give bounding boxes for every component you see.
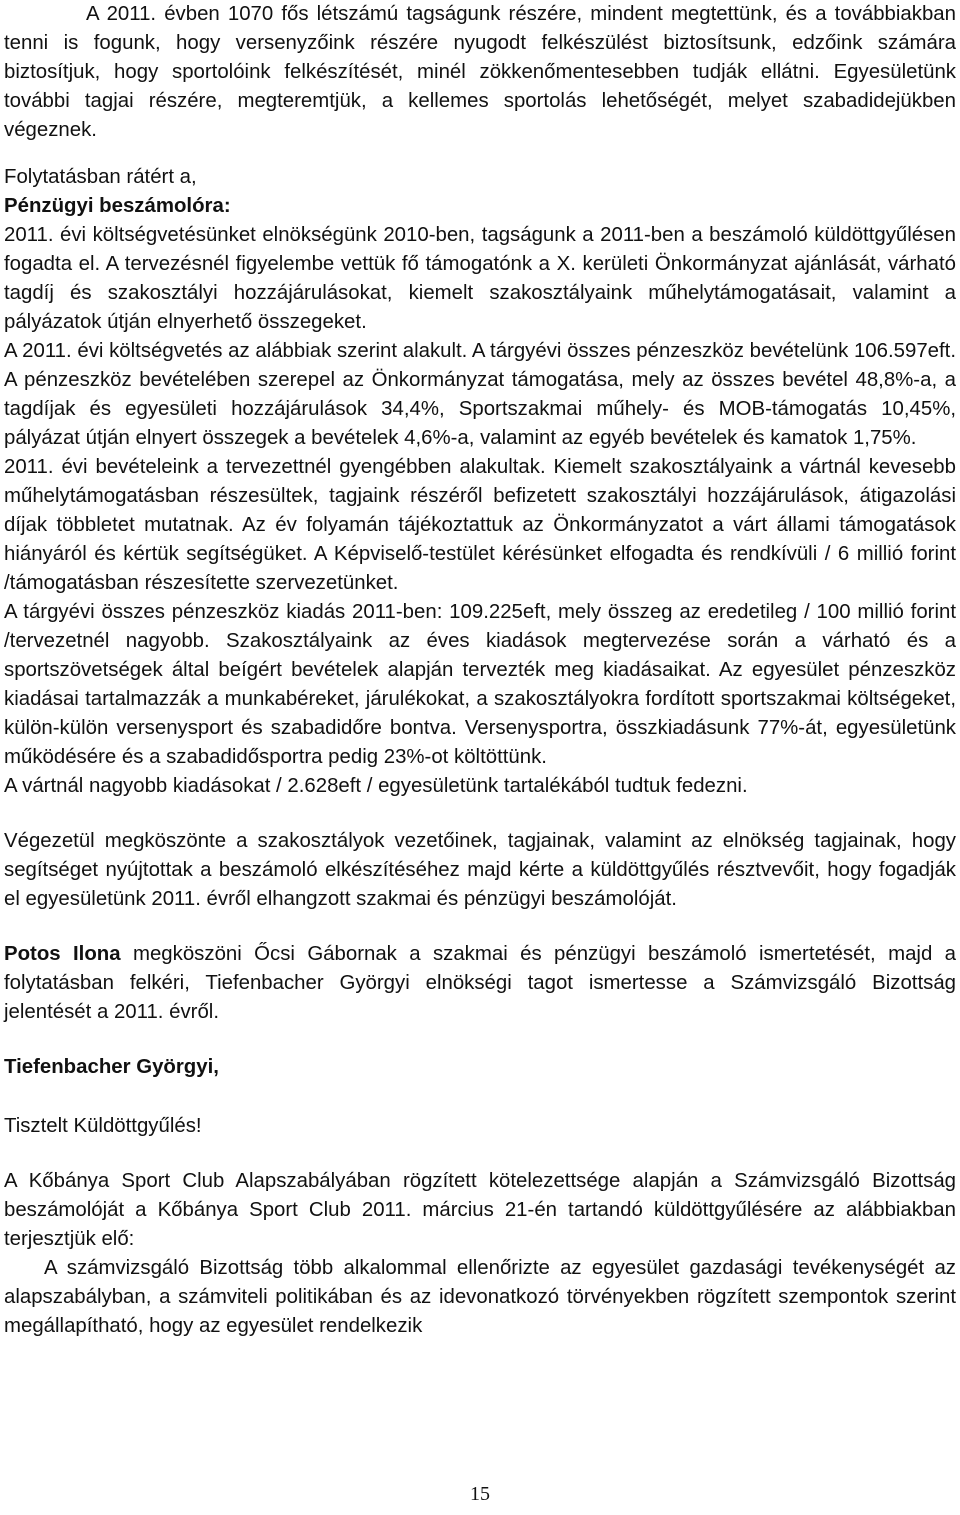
spacer (4, 1141, 956, 1167)
audit-body-paragraph-text: A számvizsgáló Bizottság több alkalommal ellenőrizte az egyesület gazdasági tevékenységét az alapszabályban, a számviteli politikában és az idevonatkozó törvényekben rögzített szempontok szerint megállapítható, hogy az egyesület rendelkezik (4, 1257, 956, 1337)
spacer (4, 1082, 956, 1112)
page-number: 15 (470, 1483, 490, 1505)
audit-body-paragraph (4, 1254, 956, 1341)
spacer (4, 145, 956, 163)
potos-paragraph (4, 940, 956, 1027)
budget-paragraph: 2011. évi költségvetésünket elnökségünk 2010-ben, tagságunk a 2011-ben a beszámoló küldöttgyűlésen fogadta el. A tervezésnél figyelembe vettük fő támogatónk a X. kerületi Önkormányzat ajánlását, várható tagdíj és szakosztályi hozzájárulásokat, kiemelt szakosztályaink műhelytámogatásait, valamint a pályázatok útján elnyerhető összegeket. (4, 224, 956, 333)
revenue-paragraph: 2011. évi bevételeink a tervezettnél gyengébben alakultak. Kiemelt szakosztályaink a vártnál kevesebb műhelytámogatásban részesültek, tagjaink részéről befizetett szakosztályi hozzájárulások, átigazolási díjak többletet mutatnak. Az év folyamán tájékoztattuk az Önkormányzatot a várt állami támogatások hiányáról és kértük segítségüket. A Képviselő-testület kérésünket elfogadta és rendkívüli / 6 millió forint /támogatásban részesítette szervezetünket. (4, 456, 956, 594)
spacer (4, 801, 956, 827)
intro-paragraph (4, 0, 956, 145)
continuation-line: Folytatásban rátért a, (4, 166, 197, 188)
spacer (4, 914, 956, 940)
potos-paragraph-text: megköszöni Őcsi Gábornak a szakmai és pénzügyi beszámoló ismertetését, majd a folytatásban felkéri, Tiefenbacher Györgyi elnökségi tagot ismertesse a Számvizsgáló Bizottság jelentését a 2011. évről. (4, 943, 957, 1023)
intro-paragraph-text: A 2011. évben 1070 fős létszámú tagságunk részére, mindent megtettünk, és a továbbiakban tenni is fogunk, hogy versenyzőink részére nyugodt felkészülést biztosítsunk, edzőink számára biztosítjuk, hogy sportolóink felkészítését, minél zökkenőmentesebben tudják ellátni. Egyesületünk további tagjai részére, megteremtjük, a kellemes sportolás lehetőségét, melyet szabadidejükben végeznek. (4, 3, 956, 141)
deficit-line: A vártnál nagyobb kiadásokat / 2.628eft / egyesületünk tartalékából tudtuk fedezni. (4, 775, 748, 797)
financial-heading: Pénzügyi beszámolóra: (4, 195, 231, 217)
expense-paragraph: A tárgyévi összes pénzeszköz kiadás 2011-ben: 109.225eft, mely összeg az eredetileg / 100 millió forint /tervezetnél nagyobb. Szakosztályaink az éves kiadások megtervezése során a várható és a sportszövetségek által beígért bevételek alapján tervezték meg kiadásaikat. Az egyesület pénzeszköz kiadásai tartalmazzák a munkabéreket, járulékokat, a szakosztályokra fordított sportszakmai költségeket, külön-külön versenysport és szabadidőre bontva. Versenysportra, összkiadásunk 77%-át, egyesületünk működésére és a szabadidősportra pedig 23%-ot költöttünk. (4, 601, 956, 768)
speaker-heading: Tiefenbacher Györgyi, (4, 1056, 219, 1078)
speaker-name-potos: Potos Ilona (4, 943, 121, 965)
audit-intro-paragraph: A Kőbánya Sport Club Alapszabályában rögzített kötelezettsége alapján a Számvizsgáló Bizottság beszámolóját a Kőbánya Sport Club 2011. március 21-én tartandó küldöttgyűlésére az alábbiakban terjesztjük elő: (4, 1170, 956, 1250)
thanks-paragraph: Végezetül megköszönte a szakosztályok vezetőinek, tagjainak, valamint az elnökség tagjainak, hogy segítséget nyújtottak a beszámoló elkészítéséhez majd kérte a küldöttgyűlés résztvevőit, hogy fogadják el egyesületünk 2011. évről elhangzott szakmai és pénzügyi beszámolóját. (4, 830, 956, 910)
spacer (4, 1027, 956, 1053)
salutation: Tisztelt Küldöttgyűlés! (4, 1115, 202, 1137)
income-paragraph: A 2011. évi költségvetés az alábbiak szerint alakult. A tárgyévi összes pénzeszköz bevételünk 106.597eft. A pénzeszköz bevételében szerepel az Önkormányzat támogatása, mely az összes bevétel 48,8%-a, a tagdíjak és egyesületi hozzájárulások 34,4%, Sportszakmai műhely- és MOB-támogatás 10,45%, pályázat útján elnyert összegek a bevételek 4,6%-a, valamint az egyéb bevételek és kamatok 1,75%. (4, 340, 956, 449)
